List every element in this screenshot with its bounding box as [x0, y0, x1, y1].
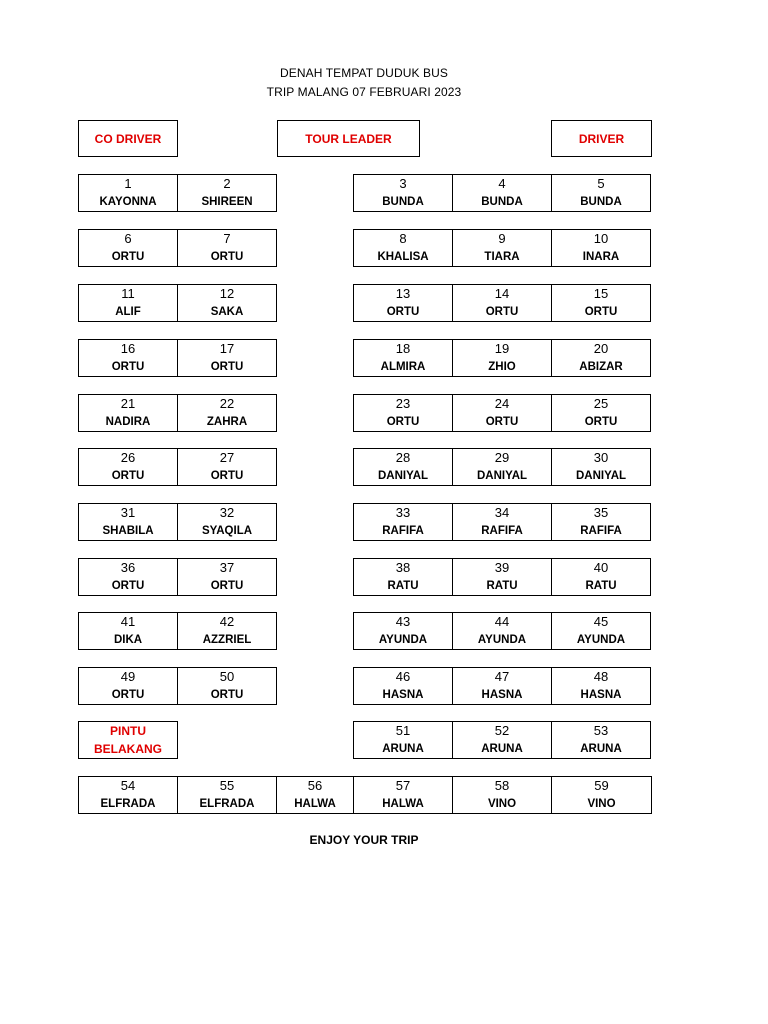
seat — [551, 776, 652, 814]
page-subtitle: TRIP MALANG 07 FEBRUARI 2023 — [266, 85, 462, 99]
seat — [177, 339, 277, 377]
seat-passenger-name: HALWA — [382, 798, 424, 810]
seat-number: 3 — [399, 176, 407, 191]
seat-passenger-name: RATU — [387, 580, 419, 592]
seat — [353, 339, 453, 377]
seat-number: 36 — [120, 560, 136, 575]
seat-number: 48 — [593, 669, 609, 684]
seat-passenger-name: NADIRA — [105, 416, 151, 428]
seat-passenger-name: AYUNDA — [477, 634, 527, 646]
seat-number: 57 — [395, 778, 411, 793]
seat — [353, 558, 453, 596]
seat — [551, 229, 651, 267]
seat-passenger-name: DANIYAL — [377, 470, 429, 482]
seat-passenger-name: ALIF — [115, 306, 141, 318]
seat-passenger-name: HASNA — [580, 689, 622, 701]
seat — [452, 448, 552, 486]
seat-number: 14 — [494, 286, 510, 301]
seat — [452, 612, 552, 650]
seat-number: 59 — [594, 778, 609, 793]
seat — [353, 174, 453, 212]
seat-passenger-name: RATU — [585, 580, 617, 592]
seat-number: 35 — [593, 505, 609, 520]
seat-passenger-name: ALMIRA — [380, 361, 426, 373]
seat-number: 55 — [219, 778, 235, 793]
seat-passenger-name: ORTU — [111, 580, 145, 592]
seat-number: 44 — [494, 614, 510, 629]
seat-passenger-name: ORTU — [210, 580, 244, 592]
seat — [78, 558, 178, 596]
seat-number: 5 — [597, 176, 605, 191]
seat-passenger-name: BUNDA — [481, 196, 523, 208]
seat-passenger-name: ORTU — [386, 306, 420, 318]
seat-passenger-name: KAYONNA — [99, 196, 157, 208]
seat — [353, 503, 453, 541]
seat-passenger-name: RAFIFA — [382, 525, 424, 537]
seat-number: 56 — [307, 778, 323, 793]
seat-number: 26 — [120, 450, 136, 465]
seat-passenger-name: ORTU — [584, 306, 618, 318]
seat — [353, 448, 453, 486]
seat-number: 23 — [395, 396, 411, 411]
co-driver-box: CO DRIVER — [78, 120, 178, 157]
seat-passenger-name: AYUNDA — [576, 634, 626, 646]
seat — [452, 503, 552, 541]
seat — [177, 667, 277, 705]
seat-passenger-name: ORTU — [485, 306, 519, 318]
seat-number: 19 — [494, 341, 510, 356]
seat-passenger-name: RAFIFA — [481, 525, 523, 537]
seat-passenger-name: ELFRADA — [199, 798, 255, 810]
seat-number: 4 — [498, 176, 506, 191]
seat-number: 43 — [395, 614, 411, 629]
seat — [177, 558, 277, 596]
seat-passenger-name: SHABILA — [102, 525, 154, 537]
seat — [551, 558, 651, 596]
seat — [452, 284, 552, 322]
seat-number: 58 — [494, 778, 510, 793]
tour-leader-box: TOUR LEADER — [277, 120, 420, 157]
seat — [177, 503, 277, 541]
seat-passenger-name: SAKA — [210, 306, 244, 318]
seat-passenger-name: HASNA — [481, 689, 523, 701]
seat-number: 41 — [120, 614, 136, 629]
seat-passenger-name: RAFIFA — [580, 525, 622, 537]
seat — [177, 174, 277, 212]
seat-passenger-name: ABIZAR — [579, 361, 623, 373]
seat-passenger-name: INARA — [582, 251, 620, 263]
seat-passenger-name: ORTU — [210, 689, 244, 701]
seat-number: 10 — [593, 231, 609, 246]
seat-number: 49 — [120, 669, 136, 684]
seat-number: 38 — [395, 560, 411, 575]
seat-passenger-name: KHALISA — [377, 251, 429, 263]
seat-passenger-name: SYAQILA — [201, 525, 253, 537]
seat — [452, 394, 552, 432]
seat-passenger-name: ZHIO — [488, 361, 516, 373]
seat-passenger-name: ORTU — [111, 251, 145, 263]
seat-passenger-name: ARUNA — [481, 743, 523, 755]
seat — [78, 776, 178, 814]
seat-number: 13 — [395, 286, 411, 301]
seat — [177, 612, 277, 650]
seat-passenger-name: TIARA — [484, 251, 520, 263]
seat-number: 18 — [395, 341, 411, 356]
seat — [177, 776, 277, 814]
seat-passenger-name: ORTU — [210, 361, 244, 373]
seat-number: 31 — [120, 505, 136, 520]
seat-passenger-name: DIKA — [113, 634, 143, 646]
seat-number: 39 — [494, 560, 510, 575]
seat-number: 7 — [223, 231, 231, 246]
seat — [452, 667, 552, 705]
seat-number: 40 — [593, 560, 609, 575]
seat-passenger-name: BUNDA — [580, 196, 622, 208]
seat-number: 33 — [395, 505, 411, 520]
seat-number: 53 — [593, 723, 609, 738]
seat-number: 16 — [120, 341, 136, 356]
seat-passenger-name: VINO — [587, 798, 616, 810]
seat — [177, 448, 277, 486]
seat-passenger-name: ELFRADA — [100, 798, 156, 810]
seat-number: 37 — [219, 560, 235, 575]
seat-number: 1 — [124, 176, 132, 191]
seat-number: 25 — [593, 396, 609, 411]
seat-number: 11 — [121, 286, 135, 301]
seat — [78, 667, 178, 705]
seat-number: 51 — [395, 723, 411, 738]
seat — [177, 394, 277, 432]
seat — [353, 394, 453, 432]
seat — [353, 667, 453, 705]
seat-number: 54 — [120, 778, 136, 793]
seat — [551, 503, 651, 541]
seat — [353, 721, 453, 759]
seat — [78, 284, 178, 322]
seat-passenger-name: DANIYAL — [575, 470, 627, 482]
seat — [551, 339, 651, 377]
seat-passenger-name: SHIREEN — [201, 196, 253, 208]
seat — [78, 503, 178, 541]
seat-passenger-name: ARUNA — [580, 743, 622, 755]
seat-passenger-name: ORTU — [210, 251, 244, 263]
seat — [353, 612, 453, 650]
seat — [78, 612, 178, 650]
seat-number: 42 — [219, 614, 235, 629]
seat-number: 29 — [494, 450, 510, 465]
seat — [452, 174, 552, 212]
footer-message: ENJOY YOUR TRIP — [309, 833, 419, 847]
seat-number: 52 — [494, 723, 510, 738]
seat-passenger-name: BUNDA — [382, 196, 424, 208]
seat-number: 32 — [219, 505, 235, 520]
seat — [78, 174, 178, 212]
seat-number: 21 — [120, 396, 136, 411]
seat — [78, 229, 178, 267]
seat-passenger-name: ORTU — [111, 470, 145, 482]
seat-number: 17 — [219, 341, 235, 356]
seat-number: 45 — [593, 614, 609, 629]
seat-passenger-name: ORTU — [111, 361, 145, 373]
seat-number: 9 — [498, 231, 506, 246]
seat — [78, 448, 178, 486]
seat-passenger-name: ARUNA — [382, 743, 424, 755]
seat-passenger-name: RATU — [486, 580, 518, 592]
seat — [452, 229, 552, 267]
seat-passenger-name: AZZRIEL — [202, 634, 252, 646]
seat — [452, 558, 552, 596]
seat-passenger-name: ORTU — [584, 416, 618, 428]
driver-box: DRIVER — [551, 120, 652, 157]
page-title: DENAH TEMPAT DUDUK BUS — [279, 66, 448, 80]
seat-number: 27 — [219, 450, 235, 465]
rear-door-label-line1: PINTU — [110, 724, 146, 738]
seat-number: 47 — [494, 669, 510, 684]
seat — [177, 284, 277, 322]
seat-number: 24 — [494, 396, 510, 411]
seat-number: 46 — [395, 669, 411, 684]
seat — [452, 339, 552, 377]
seat — [551, 394, 651, 432]
seat-passenger-name: ZAHRA — [206, 416, 248, 428]
seat — [276, 776, 354, 814]
seat — [353, 229, 453, 267]
seat-number: 15 — [593, 286, 609, 301]
seat — [551, 612, 651, 650]
seat-number: 12 — [219, 286, 235, 301]
seat-number: 8 — [399, 231, 407, 246]
seat-passenger-name: AYUNDA — [378, 634, 428, 646]
rear-door-label-line2: BELAKANG — [94, 742, 162, 756]
seat — [452, 721, 552, 759]
seat-passenger-name: HALWA — [294, 798, 336, 810]
rear-door-box — [78, 721, 178, 759]
seat — [551, 667, 651, 705]
seat-number: 2 — [223, 176, 231, 191]
seat-passenger-name: ORTU — [485, 416, 519, 428]
seat-number: 20 — [593, 341, 609, 356]
seat-passenger-name: HASNA — [382, 689, 424, 701]
seat — [353, 284, 453, 322]
seat — [551, 284, 651, 322]
seat-number: 50 — [219, 669, 235, 684]
seat-number: 28 — [395, 450, 411, 465]
seat — [551, 448, 651, 486]
seat-number: 6 — [124, 231, 132, 246]
seat — [551, 174, 651, 212]
seat — [177, 229, 277, 267]
seat — [78, 339, 178, 377]
seat — [551, 721, 651, 759]
seat-number: 30 — [593, 450, 609, 465]
seat-passenger-name: ORTU — [111, 689, 145, 701]
seat-passenger-name: ORTU — [210, 470, 244, 482]
seat — [353, 776, 453, 814]
seat-number: 22 — [219, 396, 235, 411]
seat-passenger-name: DANIYAL — [476, 470, 528, 482]
seat-number: 34 — [494, 505, 510, 520]
seat — [452, 776, 552, 814]
seat-passenger-name: ORTU — [386, 416, 420, 428]
seat-passenger-name: VINO — [487, 798, 517, 810]
seat — [78, 394, 178, 432]
